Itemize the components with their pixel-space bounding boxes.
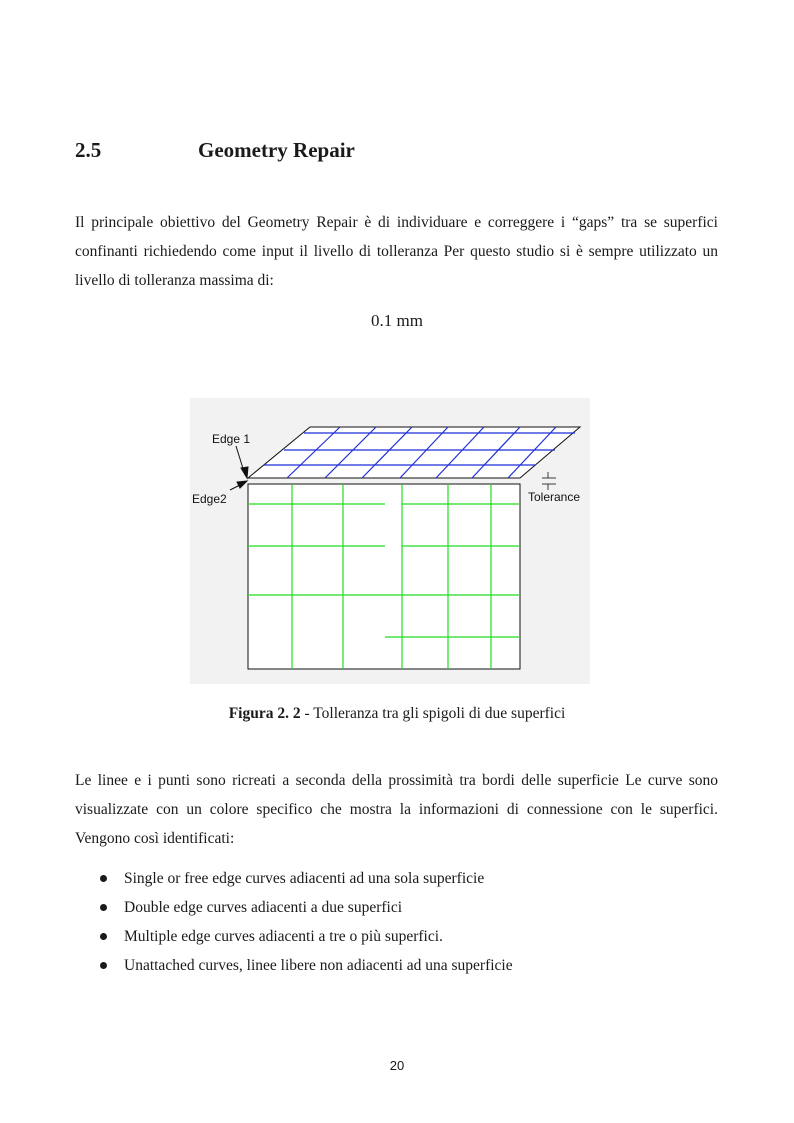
list-item-text: Multiple edge curves adiacenti a tre o più superfici. [124, 928, 443, 945]
tolerance-value: 0.1 mm [371, 311, 423, 330]
list-item [98, 893, 513, 922]
body-line-2: visualizzate con un colore specifico che mostra la informazioni di connessione con le superfici. [75, 801, 718, 818]
section-number: 2.5 [75, 138, 102, 162]
intro-line-3: livello di tolleranza massima di: [75, 272, 274, 289]
lower-surface [248, 484, 520, 669]
list-item-text: Unattached curves, linee libere non adiacenti ad una superficie [124, 957, 513, 974]
edge1-label: Edge 1 [212, 432, 251, 446]
caption-text: - Tolleranza tra gli spigoli di due superfici [300, 705, 566, 722]
intro-line-2: confinanti richiedendo come input il livello di tolleranza Per questo studio si è sempre utilizzato un [75, 243, 718, 260]
section-title: Geometry Repair [198, 138, 355, 162]
lower-surface-outline [248, 484, 520, 669]
list-item [98, 951, 513, 980]
list-item [98, 922, 513, 951]
body-line-3: Vengono così identificati: [75, 830, 235, 847]
bullet-icon [100, 962, 107, 969]
bullet-icon [100, 933, 107, 940]
figure-caption [0, 705, 794, 723]
bullet-icon [100, 904, 107, 911]
tolerance-figure [190, 398, 590, 684]
list-item [98, 864, 513, 893]
caption-label: Figura 2. 2 [228, 705, 301, 722]
body-paragraph [75, 766, 718, 853]
edge2-label: Edge2 [192, 492, 227, 506]
list-item-text: Double edge curves adiacenti a due superfici [124, 899, 403, 916]
body-line-1: Le linee e i punti sono ricreati a seconda della prossimità tra bordi delle superficie Le curve sono [75, 772, 718, 789]
tolerance-diagram [190, 398, 590, 684]
bullet-icon [100, 875, 107, 882]
intro-line-1: Il principale obiettivo del Geometry Repair è di individuare e correggere i “gaps” tra se superfici [75, 214, 718, 231]
intro-paragraph [75, 208, 718, 295]
curve-type-list [98, 864, 513, 980]
page-number: 20 [389, 1058, 405, 1073]
tolerance-label: Tolerance [528, 490, 581, 504]
list-item-text: Single or free edge curves adiacenti ad una sola superficie [124, 870, 485, 887]
